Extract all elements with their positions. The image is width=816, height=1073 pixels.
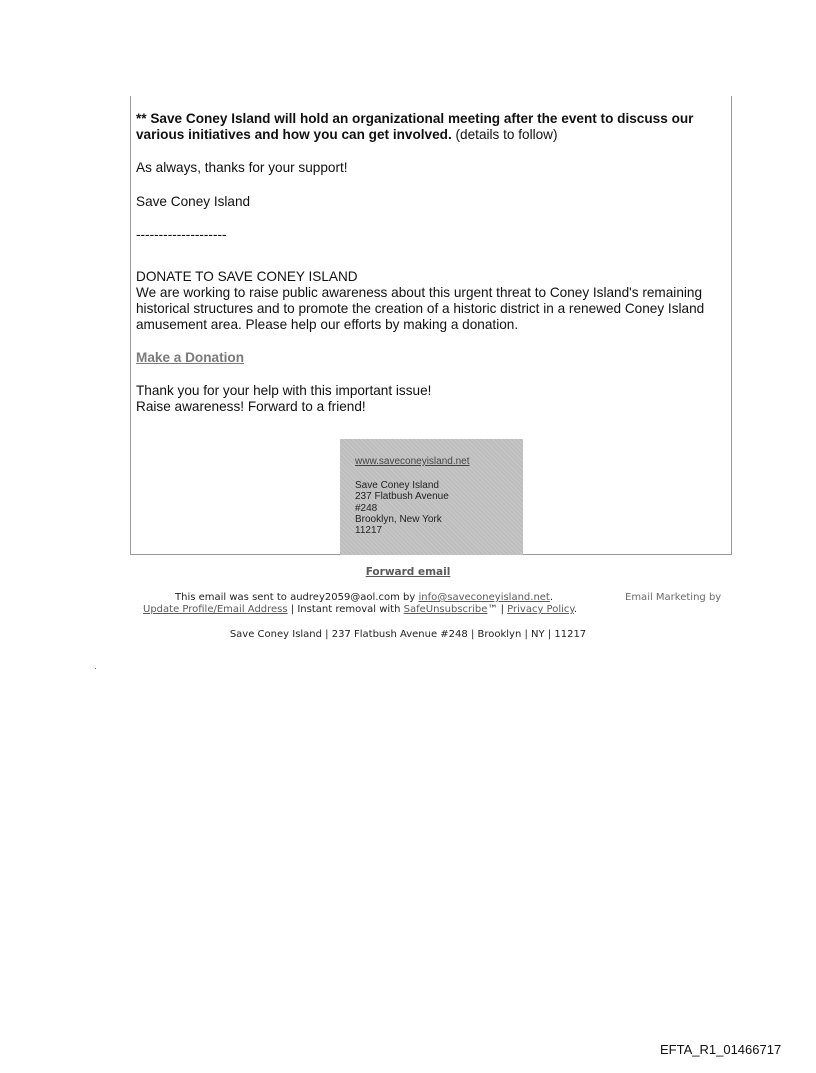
meeting-bold-text: ** Save Coney Island will hold an organizational meeting after the event to discuss our various initiatives and how you can get involved. <box>136 111 694 142</box>
privacy-policy-link[interactable]: Privacy Policy <box>507 604 574 615</box>
email-body <box>136 111 716 415</box>
donate-body: We are working to raise public awareness about this urgent threat to Coney Island's remaining historical structures and to promote the creation of a historic district in a renewed Coney Island amusement area. Please help our efforts by making a donation. <box>136 285 705 332</box>
forward-email-row <box>0 566 816 578</box>
website-link[interactable]: www.saveconeyisland.net <box>355 456 470 467</box>
update-profile-link[interactable]: Update Profile/Email Address <box>143 604 288 615</box>
footer-period: . <box>573 604 578 615</box>
divider-text: -------------------- <box>136 227 227 242</box>
thanks-text: As always, thanks for your support! <box>136 160 348 175</box>
meeting-details-text: (details to follow) <box>455 127 558 142</box>
sender-email-link[interactable]: info@saveconeyisland.net <box>418 592 550 603</box>
trademark-separator: ™ | <box>487 604 508 615</box>
address-box <box>340 439 523 555</box>
stray-dot <box>95 668 96 669</box>
sent-period: . <box>549 592 554 603</box>
sent-to-text: This email was sent to audrey2059@aol.com by <box>175 592 416 603</box>
address-line-zip: 11217 <box>355 525 383 537</box>
footer-address: Save Coney Island | 237 Flatbush Avenue #248 | Brooklyn | NY | 11217 <box>229 629 587 640</box>
address-line-street: 237 Flatbush Avenue <box>355 491 449 503</box>
address-line-suite: #248 <box>355 502 378 514</box>
meeting-announcement <box>136 111 716 143</box>
closing-line-1: Thank you for your help with this important issue! <box>136 383 432 398</box>
document-id: EFTA_R1_01466717 <box>660 1042 782 1057</box>
instant-removal-text: | Instant removal with <box>287 604 404 615</box>
donate-heading: DONATE TO SAVE CONEY ISLAND <box>136 269 358 284</box>
safe-unsubscribe-link[interactable]: SafeUnsubscribe <box>403 604 488 615</box>
email-marketing-text: Email Marketing by <box>625 592 722 603</box>
forward-email-link[interactable]: Forward email <box>365 566 451 578</box>
closing-line-2: Raise awareness! Forward to a friend! <box>136 399 366 414</box>
address-line-org: Save Coney Island <box>355 480 439 492</box>
footer-links-line <box>143 604 577 615</box>
sent-to-line <box>175 592 553 603</box>
address-line-city: Brooklyn, New York <box>355 513 442 525</box>
make-donation-link[interactable]: Make a Donation <box>136 350 245 365</box>
signature-text: Save Coney Island <box>136 194 251 209</box>
